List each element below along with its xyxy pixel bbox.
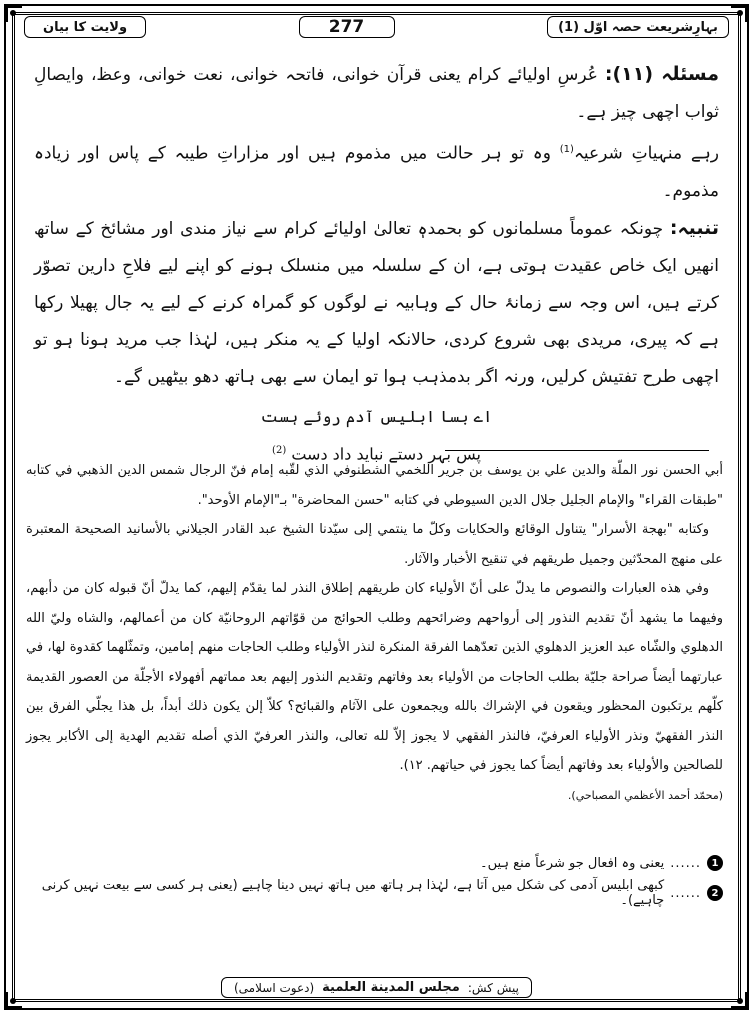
footnote-divider	[445, 450, 709, 451]
publisher-prefix: پیش کش:	[467, 980, 519, 995]
prohibitions-text-b: وہ تو ہر حالت میں مذموم ہیں اور مزاراتِ طیبہ کے پاس اور زیادہ مذموم۔	[34, 143, 719, 201]
corner-ornament-icon	[729, 2, 751, 24]
chapter-title: ولایت کا بیان	[24, 16, 146, 38]
arabic-paragraph-2: وكتابه "بهجة الأسرار" يتناول الوقائع والحكايات وكلّ ما ينتمي إلى سيّدنا الشيخ عبد القادر الجيلاني بالأسانيد الصحيحة المعتبرة على منهج المحدّثين وجميل طريقهم في تنقيح الأخبار والآثار.	[26, 522, 723, 567]
book-title: بہارِشریعت حصہ اوّل (1)	[547, 16, 729, 38]
masala-label: مسئلہ (۱۱):	[604, 63, 720, 85]
footnote-1	[40, 848, 723, 878]
tanbih-text: چونکہ عموماً مسلمانوں کو بحمدہٖ تعالیٰ اولیائے کرام سے نیاز مندی اور مشائخ کے ساتھ انھیں ایک خاص عقیدت ہوتی ہے، ان کے سلسلہ میں منسلک ہونے کو اپنے لیے فلاحِ دارین تصوّر کرتے ہیں، اس وجہ سے زمانۂ حال کے وہابیہ نے لوگوں کو گمراہ کرنے کے لیے یہ جال پھیلا رکھا ہے کہ پیری، مریدی بھی شروع کردی، حالانکہ اولیا کے یہ منکر ہیں، لہٰذا جب مرید ہونا ہو تو اچھی طرح تفتیش کرلیں، ورنہ اگر بدمذہب ہوا تو ایمان سے بھی ہاتھ دھو بیٹھیں گے۔	[34, 218, 719, 387]
footnote-number-badge: 1	[707, 855, 723, 871]
page-footer	[0, 977, 753, 998]
arabic-paragraph-1: أبي الحسن نور الملّة والدين علي بن يوسف بن جرير اللخمي الشطنوفي الذي لقّبه إمام فنّ الرجال شمس الدين الذهبي في كتابه "طبقات القراء" والإمام الجليل جلال الدين السيوطي في كتابه "حسن المحاضرة" بـ"الإمام الأوحد".	[26, 463, 723, 508]
footnotes	[40, 848, 723, 908]
footnote-ref-1[interactable]: (1)	[559, 144, 574, 155]
page-header	[24, 14, 729, 40]
publisher-name: مجلس المدينة العلمية	[322, 980, 460, 995]
footnote-dots: ......	[670, 885, 701, 901]
masala-paragraph	[34, 56, 719, 131]
publisher-suffix: (دعوت اسلامی)	[234, 980, 315, 995]
tanbih-paragraph	[34, 210, 719, 396]
prohibitions-paragraph	[34, 131, 719, 210]
couplet-line-1: اے بسا ابلیس آدم روئے ہست	[260, 406, 493, 426]
arabic-paragraph-3: وفي هذه العبارات والنصوص ما يدلّ على أنّ الأولياء كان طريقهم إطلاق النذر لما يقدّم إليهم، كما يدلّ أنّ قبوله كان من دأبهم، وفيهما ما يشهد أنّ تقديم النذور إلى أرواحهم وضرائحهم وطلب الحوائج من قوّاتهم الروحانيّة كان من أعمالهم، والشاه وليّ الله الدهلوي والشّاه عبد العزيز الدهلوي الذين تعدّهما الفرقة المنكرة لنذر الأولياء وطلب الحاجات منهم إمامين، وتمثّلهما كقدوة لها، في عبارتهما أيضاً صراحة جليّة بطلب الحاجات من الأولياء بعد وفاتهم وتقديم النذور إليهم بعد مماتهم أفهولاء الأجلّة من العصور القديمة كلّهم يرتكبون المحظور ويقعون في الإشراك بالله ويجمعون على الآثام والقبائح؟ كلاّ إلن يكون ذلك أبداً، بل هذا يجلّي الفرق بين النذر الفقهيّ ونذر الأولياء العرفيّ، فالنذر الفقهي لا يجوز إلاّ لله تعالى، والنذر العرفيّ الذي أصله تقديم الهدية إلى الأكابر يجوز للصالحين والأولياء بعد وفاتهم أيضاً كما يجوز في حياتهم. ١٢).	[26, 581, 723, 773]
prohibitions-text-a: رہے منہیاتِ شرعیہ	[573, 143, 720, 164]
arabic-footnote-block	[26, 456, 723, 810]
corner-ornament-icon	[2, 2, 24, 24]
footnote-number-badge: 2	[707, 885, 723, 901]
masala-text: عُرسِ اولیائے کرام یعنی قرآن خوانی، فاتحہ خوانی، نعت خوانی، وعظ، وایصالِ ثواب اچھی چیز ہے۔	[34, 65, 719, 122]
publisher-box	[221, 977, 532, 998]
footnote-dots: ......	[670, 855, 701, 871]
arabic-signature: (محمّد أحمد الأعظمي المصباحي).	[567, 788, 723, 802]
footnote-2	[40, 878, 723, 908]
footnote-text: یعنی وہ افعال جو شرعاً منع ہیں۔	[479, 855, 665, 871]
couplet-line-2-text: پس بہر دستے نباید داد دست	[291, 443, 481, 463]
page-number: 277	[299, 16, 395, 38]
tanbih-label: تنبیہ:	[669, 216, 719, 239]
footnote-ref-2[interactable]: (2)	[272, 444, 287, 456]
main-text	[34, 56, 719, 471]
footnote-text: کبھی ابلیس آدمی کی شکل میں آتا ہے، لہٰذا ہر ہاتھ میں ہاتھ نہیں دینا چاہیے (یعنی ہر کسی سے بیعت نہیں کرنی چاہیے)۔	[41, 878, 665, 908]
